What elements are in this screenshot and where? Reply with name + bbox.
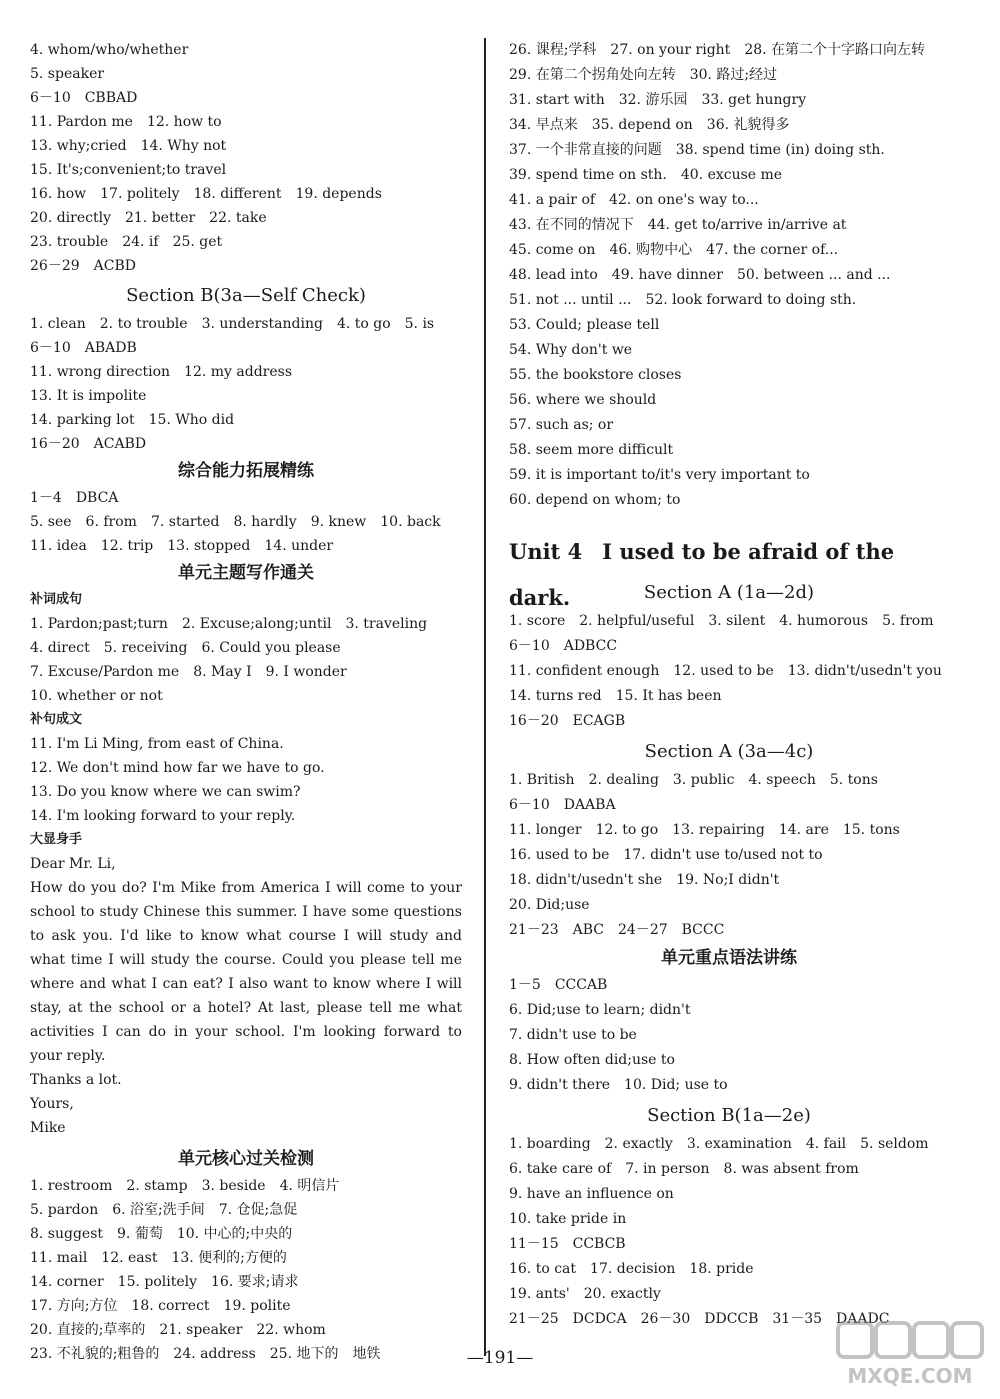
answer-line: 21－25 DCDCA 26－30 DDCCB 31－35 DAADC: [509, 1311, 890, 1327]
watermark-logo: [834, 1319, 986, 1389]
answer-line: 16－20 ECAGB: [509, 713, 626, 729]
answer-line: 18. didn't/usedn't she 19. No;I didn't: [509, 872, 780, 888]
answer-block-section-b: [30, 312, 462, 456]
answer-line: 56. where we should: [509, 392, 657, 408]
answer-line: 48. lead into 49. have dinner 50. between ... and ...: [509, 267, 891, 283]
answer-line: 8. suggest 9. 葡萄 10. 中心的;中央的: [30, 1226, 293, 1242]
answer-line: 11－15 CCBCB: [509, 1236, 626, 1252]
answer-line: 6－10 CBBAD: [30, 90, 138, 106]
answer-line: 1. Pardon;past;turn 2. Excuse;along;until 3. traveling: [30, 616, 428, 632]
answer-line: 4. whom/who/whether: [30, 42, 189, 58]
answer-line: 20. 直接的;草率的 21. speaker 22. whom: [30, 1322, 326, 1338]
answer-line: 11. Pardon me 12. how to: [30, 114, 222, 130]
letter-line: Mike: [30, 1120, 66, 1136]
answer-line: 6. Did;use to learn; didn't: [509, 1002, 691, 1018]
ability-heading: 综合能力拓展精练: [178, 461, 314, 481]
answer-line: 14. corner 15. politely 16. 要求;请求: [30, 1274, 299, 1290]
answer-line: 60. depend on whom; to: [509, 492, 681, 508]
answer-line: 16. to cat 17. decision 18. pride: [509, 1261, 754, 1277]
letter-line: Thanks a lot.: [30, 1072, 122, 1088]
answer-block-section-b2: [509, 1132, 949, 1332]
answer-line: 51. not ... until ... 52. look forward to doing sth.: [509, 292, 857, 308]
answer-line: 11. mail 12. east 13. 便利的;方便的: [30, 1250, 287, 1266]
answer-line: 5. speaker: [30, 66, 105, 82]
answer-line: 6－10 DAABA: [509, 797, 616, 813]
answer-line: 4. direct 5. receiving 6. Could you please: [30, 640, 341, 656]
letter-closing: [30, 1068, 462, 1140]
grammar-heading: 单元重点语法讲练: [661, 948, 797, 968]
watermark-text: MXQE.COM: [847, 1364, 973, 1388]
answer-line: 58. seem more difficult: [509, 442, 674, 458]
answer-line: 13. why;cried 14. Why not: [30, 138, 227, 154]
answer-line: 54. Why don't we: [509, 342, 633, 358]
fill-sentences-label: 补句成文: [30, 712, 83, 727]
answer-line: 17. 方向;方位 18. correct 19. polite: [30, 1298, 291, 1314]
section-a2-heading: Section A (3a—4c): [644, 741, 814, 762]
unit-title: I used to be afraid of the dark.: [509, 539, 895, 610]
answer-line: 21－23 ABC 24－27 BCCC: [509, 922, 725, 938]
answer-line: 23. 不礼貌的;粗鲁的 24. address 25. 地下的 地铁: [30, 1346, 381, 1362]
answer-line: 57. such as; or: [509, 417, 614, 433]
answer-line: 55. the bookstore closes: [509, 367, 682, 383]
answer-line: 11. confident enough 12. used to be 13. didn't/usedn't you: [509, 663, 942, 679]
answer-line: 14. turns red 15. It has been: [509, 688, 722, 704]
answer-line: 1－5 CCCAB: [509, 977, 608, 993]
fill-words-label: 补词成句: [30, 592, 83, 607]
section-b2-heading: Section B(1a—2e): [647, 1105, 811, 1126]
answer-line: 1. British 2. dealing 3. public 4. speech 5. tons: [509, 772, 878, 788]
answer-line: 59. it is important to/it's very important to: [509, 467, 810, 483]
answer-line: 19. ants' 20. exactly: [509, 1286, 661, 1302]
answer-line: 16－20 ACABD: [30, 436, 147, 452]
answer-line: 14. parking lot 15. Who did: [30, 412, 235, 428]
letter-greeting: Dear Mr. Li,: [30, 856, 116, 872]
show-label: 大显身手: [30, 832, 83, 847]
answer-block-ability: [30, 486, 462, 558]
answer-line: 10. whether or not: [30, 688, 163, 704]
answer-block-core: [30, 1174, 462, 1366]
answer-line: 7. Excuse/Pardon me 8. May I 9. I wonder: [30, 664, 347, 680]
answer-line: 20. Did;use: [509, 897, 590, 913]
section-a1-heading: Section A (1a—2d): [643, 582, 815, 603]
answer-block-grammar: [509, 973, 949, 1098]
answer-block-fill-sentences: [30, 732, 462, 828]
answer-line: 11. idea 12. trip 13. stopped 14. under: [30, 538, 334, 554]
answer-line: 20. directly 21. better 22. take: [30, 210, 267, 226]
answer-line: 45. come on 46. 购物中心 47. the corner of...: [509, 242, 839, 258]
answer-line: 16. how 17. politely 18. different 19. depends: [30, 186, 382, 202]
answer-line: 26－29 ACBD: [30, 258, 136, 274]
answer-line: 11. wrong direction 12. my address: [30, 364, 293, 380]
right-column: [509, 38, 949, 1332]
answer-line: 9. have an influence on: [509, 1186, 674, 1202]
core-heading: 单元核心过关检测: [178, 1149, 314, 1169]
answer-line: 13. Do you know where we can swim?: [30, 784, 301, 800]
answer-line: 1－4 DBCA: [30, 490, 119, 506]
answer-line: 6－10 ABADB: [30, 340, 137, 356]
answer-line: 10. take pride in: [509, 1211, 627, 1227]
answer-line: 31. start with 32. 游乐园 33. get hungry: [509, 92, 807, 108]
answer-block-section-a1: [509, 609, 949, 734]
answer-line: 41. a pair of 42. on one's way to...: [509, 192, 759, 208]
answer-line: 1. boarding 2. exactly 3. examination 4. fail 5. seldom: [509, 1136, 929, 1152]
answer-line: 15. It's;convenient;to travel: [30, 162, 227, 178]
page-number: —191—: [466, 1348, 534, 1368]
answer-line: 11. longer 12. to go 13. repairing 14. are 15. tons: [509, 822, 900, 838]
answer-line: 5. see 6. from 7. started 8. hardly 9. knew 10. back: [30, 514, 441, 530]
answer-line: 1. score 2. helpful/useful 3. silent 4. humorous 5. from: [509, 613, 934, 629]
answer-line: 8. How often did;use to: [509, 1052, 675, 1068]
answer-line: 12. We don't mind how far we have to go.: [30, 760, 325, 776]
answer-line: 43. 在不同的情况下 44. get to/arrive in/arrive at: [509, 217, 847, 233]
answer-line: 9. didn't there 10. Did; use to: [509, 1077, 728, 1093]
answer-block-fill-words: [30, 612, 462, 708]
answer-block-top-right: [509, 38, 949, 513]
unit-number: Unit 4: [509, 539, 583, 564]
writing-heading: 单元主题写作通关: [178, 563, 314, 583]
column-divider: [484, 38, 486, 1356]
answer-line: 34. 早点来 35. depend on 36. 礼貌得多: [509, 117, 790, 133]
answer-line: 16. used to be 17. didn't use to/used not to: [509, 847, 823, 863]
answer-line: 13. It is impolite: [30, 388, 147, 404]
answer-line: 6. take care of 7. in person 8. was absent from: [509, 1161, 859, 1177]
answer-line: 14. I'm looking forward to your reply.: [30, 808, 296, 824]
answer-line: 1. clean 2. to trouble 3. understanding 4. to go 5. is: [30, 316, 435, 332]
answer-line: 29. 在第二个拐角处向左转 30. 路过;经过: [509, 67, 778, 83]
answer-line: 5. pardon 6. 浴室;洗手间 7. 仓促;急促: [30, 1202, 298, 1218]
letter-body: How do you do? I'm Mike from America I will come to your school to study Chinese this summer. I have some questions to ask you. I'd like to know what course I will study and what time I will study the course. Could you please tell me where and what I can eat? I also want to know where I will stay, at the school or a hotel? At last, please tell me what activities I can do in your school. I'm looking forward to your reply.: [30, 880, 462, 1064]
answer-block-section-a2: [509, 768, 949, 943]
answer-line: 1. restroom 2. stamp 3. beside 4. 明信片: [30, 1178, 340, 1194]
answer-line: 26. 课程;学科 27. on your right 28. 在第二个十字路口向左转: [509, 42, 926, 58]
answer-line: 7. didn't use to be: [509, 1027, 637, 1043]
answer-line: 23. trouble 24. if 25. get: [30, 234, 223, 250]
answer-line: 39. spend time on sth. 40. excuse me: [509, 167, 783, 183]
answer-line: 6－10 ADBCC: [509, 638, 618, 654]
answer-block-top-left: [30, 38, 462, 278]
left-column: [30, 38, 462, 1366]
answer-line: 53. Could; please tell: [509, 317, 660, 333]
answer-line: 37. 一个非常直接的问题 38. spend time (in) doing sth.: [509, 142, 885, 158]
letter-line: Yours,: [30, 1096, 74, 1112]
answer-line: 11. I'm Li Ming, from east of China.: [30, 736, 284, 752]
section-b-heading: Section B(3a—Self Check): [126, 285, 366, 306]
